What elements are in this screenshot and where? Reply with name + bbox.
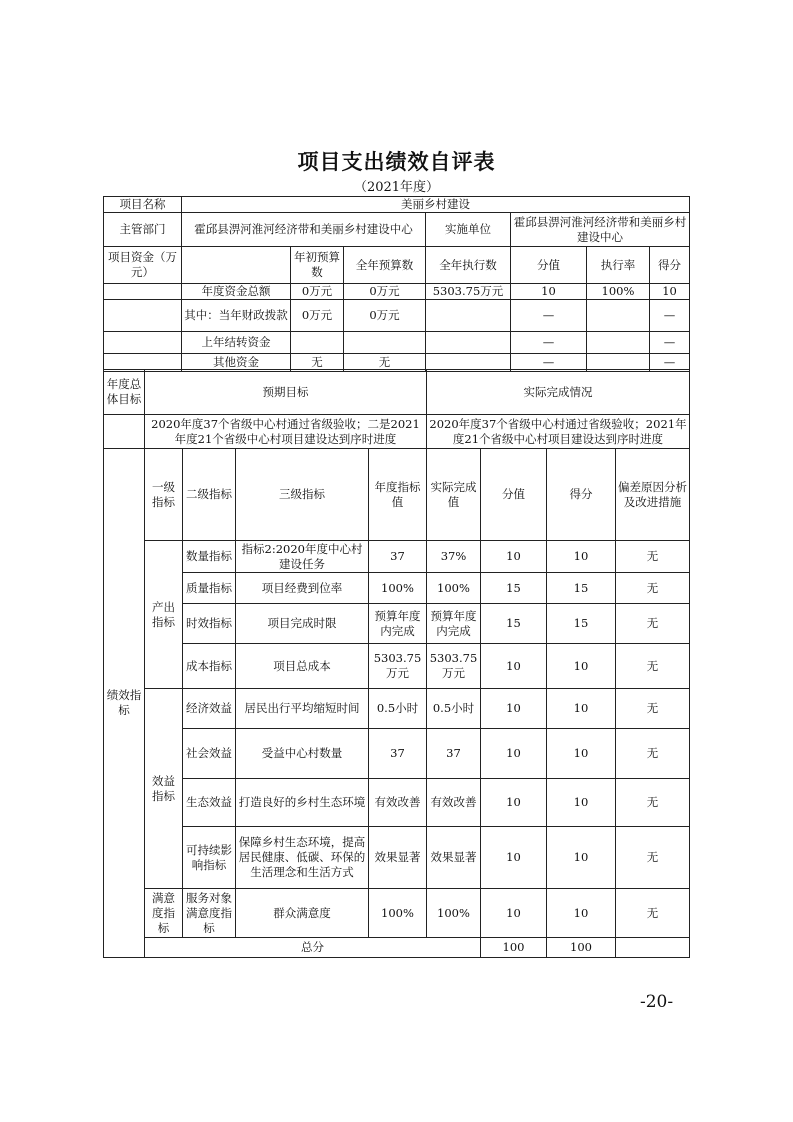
column-header: 分值	[481, 449, 547, 541]
header: 预期目标	[145, 370, 427, 415]
level2-indicator: 社会效益	[183, 729, 236, 779]
deviation-note: 无	[616, 779, 690, 827]
exec-rate: 100%	[587, 284, 650, 300]
actual-value: 100%	[427, 573, 481, 604]
column-header: 一级指标	[145, 449, 183, 541]
actual-value: 有效改善	[427, 779, 481, 827]
level1-indicator: 效益指标	[145, 689, 183, 889]
score: 10	[547, 827, 616, 889]
initial-budget: 0万元	[291, 284, 344, 300]
score: —	[650, 300, 690, 332]
header: 全年执行数	[426, 247, 511, 284]
fund-name: 年度资金总额	[182, 284, 291, 300]
fund-name: 其中：当年财政拨款	[182, 300, 291, 332]
full-budget: 无	[344, 354, 426, 372]
initial-budget	[291, 332, 344, 354]
target-value: 有效改善	[369, 779, 427, 827]
indicator-table	[103, 369, 690, 958]
score: 15	[547, 604, 616, 644]
impl-unit: 霍邱县淠河淮河经济带和美丽乡村建设中心	[511, 213, 690, 247]
indicator-row	[104, 729, 690, 779]
actual-value: 效果显著	[427, 827, 481, 889]
level3-indicator: 项目完成时限	[236, 604, 369, 644]
indicator-row	[104, 644, 690, 689]
level2-indicator: 时效指标	[183, 604, 236, 644]
executed	[426, 332, 511, 354]
target-value: 100%	[369, 889, 427, 938]
indicator-row	[104, 573, 690, 604]
fund-row	[104, 300, 690, 332]
fund-row	[104, 284, 690, 300]
column-header: 实际完成值	[427, 449, 481, 541]
indicator-row	[104, 889, 690, 938]
score: 10	[547, 889, 616, 938]
label: 项目名称	[104, 197, 182, 213]
project-name: 美丽乡村建设	[182, 197, 690, 213]
score-value: 15	[481, 604, 547, 644]
level1-indicator: 产出指标	[145, 541, 183, 689]
level3-indicator: 受益中心村数量	[236, 729, 369, 779]
label: 实施单位	[426, 213, 511, 247]
score-value: —	[511, 300, 587, 332]
indicators-label: 绩效指标	[104, 449, 145, 958]
score: 10	[547, 689, 616, 729]
level3-indicator: 群众满意度	[236, 889, 369, 938]
level2-indicator: 经济效益	[183, 689, 236, 729]
deviation-note: 无	[616, 729, 690, 779]
level1-indicator: 满意度指标	[145, 889, 183, 938]
deviation-note: 无	[616, 889, 690, 938]
score-value: 10	[481, 644, 547, 689]
expected-goal: 2020年度37个省级中心村通过省级验收；二是2021年度21个省级中心村项目建设达到序时进度	[145, 415, 427, 449]
exec-rate	[587, 332, 650, 354]
target-value: 5303.75万元	[369, 644, 427, 689]
page-subtitle: （2021年度）	[353, 180, 440, 195]
actual-value: 预算年度内完成	[427, 604, 481, 644]
target-value: 效果显著	[369, 827, 427, 889]
total-score: 100	[547, 938, 616, 958]
level3-indicator: 打造良好的乡村生态环境	[236, 779, 369, 827]
score-value: 10	[481, 827, 547, 889]
score-value: 10	[511, 284, 587, 300]
fund-row	[104, 332, 690, 354]
page-title: 项目支出绩效自评表	[297, 149, 496, 174]
target-value: 预算年度内完成	[369, 604, 427, 644]
actual-value: 0.5小时	[427, 689, 481, 729]
score-value: —	[511, 354, 587, 372]
fund-name: 上年结转资金	[182, 332, 291, 354]
deviation-note: 无	[616, 573, 690, 604]
score-value: 10	[481, 779, 547, 827]
initial-budget: 无	[291, 354, 344, 372]
level2-indicator: 生态效益	[183, 779, 236, 827]
target-value: 37	[369, 729, 427, 779]
header: 分值	[511, 247, 587, 284]
column-header: 二级指标	[183, 449, 236, 541]
total-label: 总分	[145, 938, 481, 958]
indicator-row	[104, 689, 690, 729]
exec-rate	[587, 300, 650, 332]
full-budget	[344, 332, 426, 354]
target-value: 0.5小时	[369, 689, 427, 729]
fund-name: 其他资金	[182, 354, 291, 372]
column-header: 得分	[547, 449, 616, 541]
level3-indicator: 保障乡村生态环境，提高居民健康、低碳、环保的生活理念和生活方式	[236, 827, 369, 889]
score: —	[650, 332, 690, 354]
page-number: -20-	[640, 992, 674, 1012]
deviation-note: 无	[616, 541, 690, 573]
full-budget: 0万元	[344, 300, 426, 332]
score: 10	[547, 644, 616, 689]
actual-value: 100%	[427, 889, 481, 938]
header: 得分	[650, 247, 690, 284]
executed	[426, 300, 511, 332]
actual-goal: 2020年度37个省级中心村通过省级验收；2021年度21个省级中心村项目建设达到序时进度	[427, 415, 690, 449]
score-value: 10	[481, 541, 547, 573]
header: 年初预算数	[291, 247, 344, 284]
level3-indicator: 项目经费到位率	[236, 573, 369, 604]
header: 全年预算数	[344, 247, 426, 284]
column-header: 偏差原因分析及改进措施	[616, 449, 690, 541]
deviation-note: 无	[616, 644, 690, 689]
indicator-row	[104, 827, 690, 889]
deviation-note: 无	[616, 604, 690, 644]
score-value: 10	[481, 689, 547, 729]
initial-budget: 0万元	[291, 300, 344, 332]
total-value: 100	[481, 938, 547, 958]
column-header: 三级指标	[236, 449, 369, 541]
executed: 5303.75万元	[426, 284, 511, 300]
score: 10	[650, 284, 690, 300]
actual-value: 37%	[427, 541, 481, 573]
indicator-row	[104, 541, 690, 573]
actual-value: 5303.75万元	[427, 644, 481, 689]
score: 10	[547, 541, 616, 573]
deviation-note: 无	[616, 689, 690, 729]
level2-indicator: 质量指标	[183, 573, 236, 604]
score-value: 10	[481, 729, 547, 779]
target-value: 37	[369, 541, 427, 573]
score: 15	[547, 573, 616, 604]
level3-indicator: 项目总成本	[236, 644, 369, 689]
level3-indicator: 指标2:2020年度中心村建设任务	[236, 541, 369, 573]
header: 实际完成情况	[427, 370, 690, 415]
level2-indicator: 数量指标	[183, 541, 236, 573]
funds-table	[103, 196, 690, 372]
score: 10	[547, 779, 616, 827]
deviation-note: 无	[616, 827, 690, 889]
label: 主管部门	[104, 213, 182, 247]
level3-indicator: 居民出行平均缩短时间	[236, 689, 369, 729]
level2-indicator: 可持续影响指标	[183, 827, 236, 889]
score: 10	[547, 729, 616, 779]
goals-label: 年度总体目标	[104, 370, 145, 415]
score-value: 10	[481, 889, 547, 938]
column-header: 年度指标值	[369, 449, 427, 541]
target-value: 100%	[369, 573, 427, 604]
level2-indicator: 服务对象满意度指标	[183, 889, 236, 938]
score: —	[650, 354, 690, 372]
actual-value: 37	[427, 729, 481, 779]
header: 执行率	[587, 247, 650, 284]
level2-indicator: 成本指标	[183, 644, 236, 689]
indicator-row	[104, 604, 690, 644]
full-budget: 0万元	[344, 284, 426, 300]
dept: 霍邱县淠河淮河经济带和美丽乡村建设中心	[182, 213, 426, 247]
funds-label: 项目资金（万元）	[104, 247, 182, 284]
score-value: 15	[481, 573, 547, 604]
indicator-row	[104, 779, 690, 827]
score-value: —	[511, 332, 587, 354]
